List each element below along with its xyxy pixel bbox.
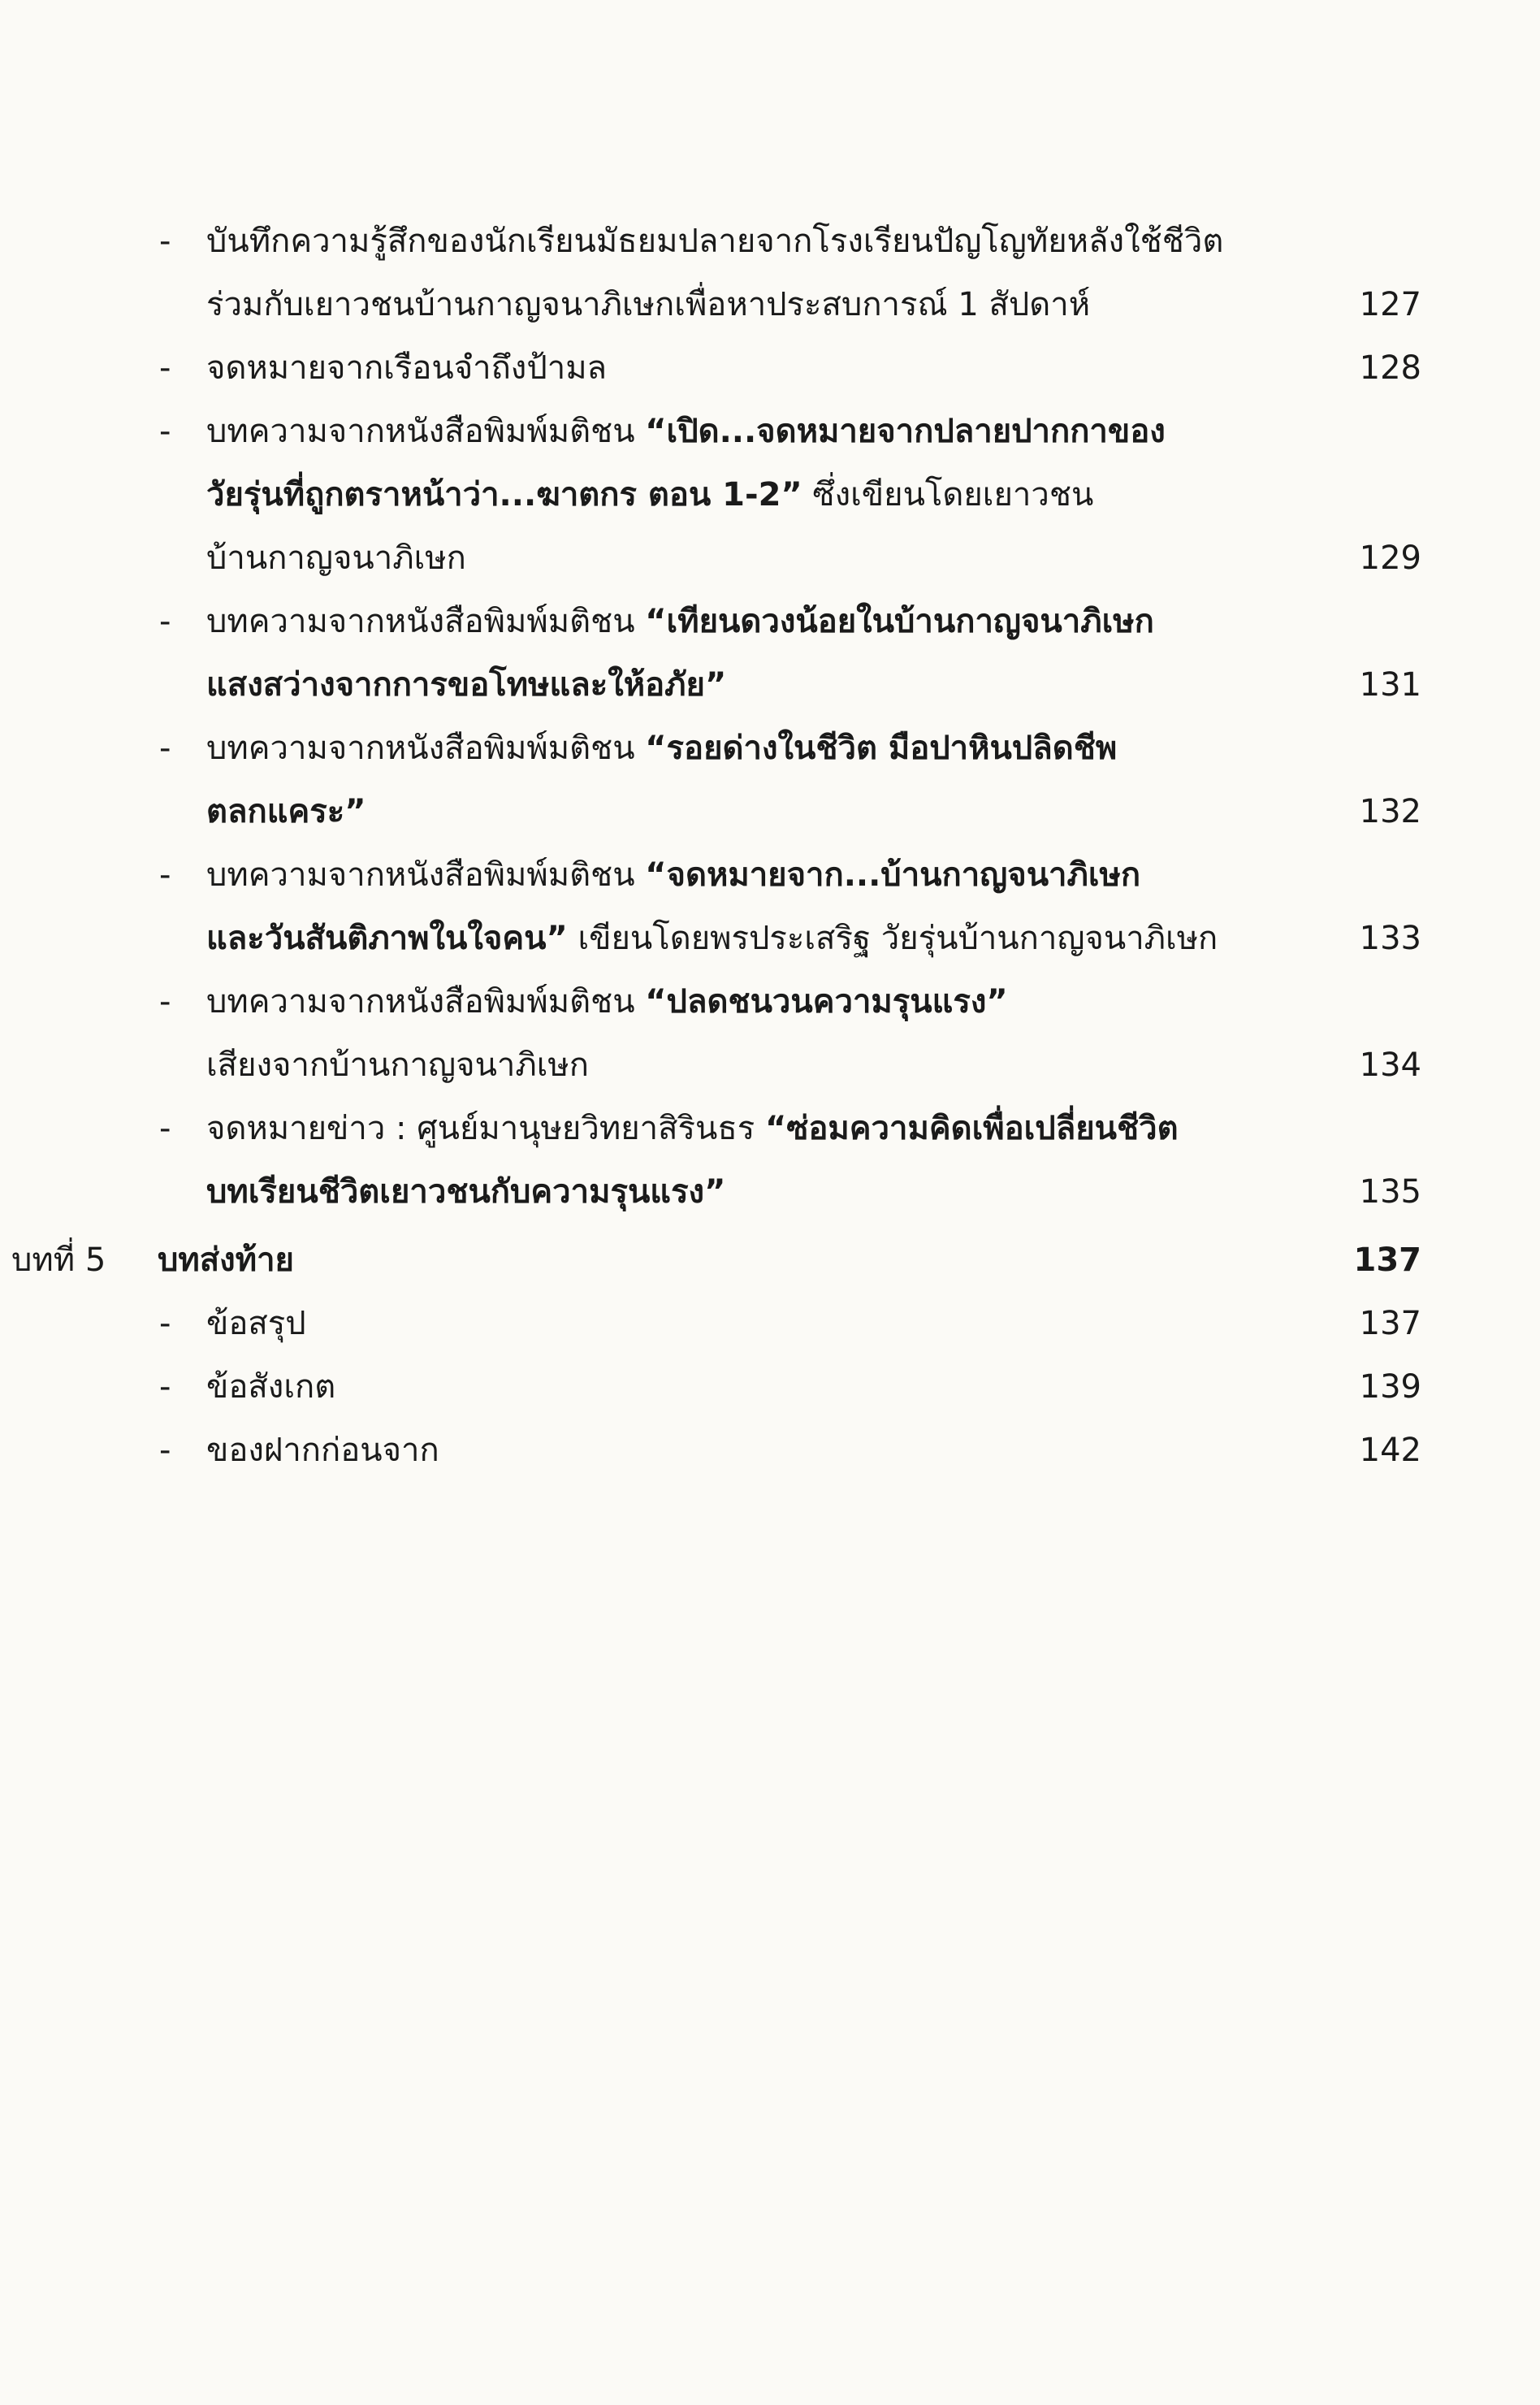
entry-bullet: - <box>159 856 171 894</box>
entry-title <box>206 1097 1179 1160</box>
entry-bullet: - <box>159 730 171 767</box>
entry-title: ของฝากก่อนจาก <box>206 1432 439 1469</box>
entry-title <box>206 970 1008 1034</box>
chapter-title: บทส่งท้าย <box>158 1242 294 1279</box>
entry-page-number: 142 <box>1359 1432 1421 1469</box>
entry-title-text: บทความจากหนังสือพิมพ์มติชน <box>206 856 646 894</box>
entry-line <box>0 273 1540 336</box>
entry-title-text: จดหมายจากเรือนจำถึงป้ามล <box>206 349 608 387</box>
entry-title: ข้อสังเกต <box>206 1368 336 1406</box>
entry-title <box>206 210 1223 273</box>
entry-title <box>206 590 1154 653</box>
entry-title <box>206 273 1090 336</box>
entry-page-number: 131 <box>1359 666 1421 704</box>
entry-line <box>0 526 1540 590</box>
entry-line <box>0 1097 1540 1160</box>
entry-page-number: 127 <box>1359 286 1421 323</box>
entry-line <box>0 590 1540 653</box>
entry-title-text: เสียงจากบ้านกาญจนาภิเษก <box>206 1046 589 1084</box>
entry-title-text: บทความจากหนังสือพิมพ์มติชน <box>206 413 646 450</box>
entry-page-number: 139 <box>1359 1368 1421 1406</box>
entry-title-text: เขียนโดยพรประเสริฐ วัยรุ่นบ้านกาญจนาภิเษก <box>567 920 1218 957</box>
entry-bullet: - <box>159 413 171 450</box>
entry-bullet: - <box>159 1305 171 1342</box>
entry-bullet: - <box>159 1432 171 1469</box>
entry-line <box>0 210 1540 273</box>
entry-title-text: บทความจากหนังสือพิมพ์มติชน <box>206 603 646 640</box>
entry-line <box>0 653 1540 717</box>
toc-entry[interactable] <box>0 1355 1540 1419</box>
entry-title <box>206 907 1218 970</box>
entry-bullet: - <box>159 603 171 640</box>
entry-line <box>0 907 1540 970</box>
entry-page-number: 137 <box>1359 1305 1421 1342</box>
entry-line <box>0 400 1540 463</box>
entry-title-bold: ตลกแคระ” <box>206 793 366 830</box>
entry-title-text: ร่วมกับเยาวชนบ้านกาญจนาภิเษกเพื่อหาประสบการณ์ 1 สัปดาห์ <box>206 286 1091 323</box>
toc-entry[interactable] <box>0 1292 1540 1355</box>
entry-title-bold: “เปิด...จดหมายจากปลายปากกาของ <box>645 413 1166 450</box>
entry-title-bold: “รอยด่างในชีวิต มือปาหินปลิดชีพ <box>645 730 1118 767</box>
entry-title-bold: และวันสันติภาพในใจคน” <box>206 920 568 957</box>
entry-bullet: - <box>159 1110 171 1147</box>
entry-bullet: - <box>159 983 171 1020</box>
entry-line <box>0 463 1540 526</box>
entry-page-number: 128 <box>1359 349 1421 387</box>
entry-title-text: จดหมายข่าว : ศูนย์มานุษยวิทยาสิรินธร <box>206 1110 765 1147</box>
entry-page-number: 135 <box>1359 1173 1421 1211</box>
chapter-page-number: 137 <box>1353 1242 1421 1279</box>
entry-title-text: บันทึกความรู้สึกของนักเรียนมัธยมปลายจากโรงเรียนปัญโญทัยหลังใช้ชีวิต <box>206 223 1224 260</box>
entry-title-bold: “ปลดชนวนความรุนแรง” <box>645 983 1008 1020</box>
entry-line <box>0 970 1540 1034</box>
entry-title <box>206 400 1166 463</box>
entry-title <box>206 780 366 843</box>
entry-page-number: 134 <box>1359 1046 1421 1084</box>
entry-title <box>206 1160 725 1224</box>
chapter-row[interactable] <box>0 1228 1540 1292</box>
entry-title-bold: แสงสว่างจากการขอโทษและให้อภัย” <box>206 666 727 704</box>
entry-title-bold: บทเรียนชีวิตเยาวชนกับความรุนแรง” <box>206 1173 726 1211</box>
entry-bullet: - <box>159 223 171 260</box>
entry-title-text: บทความจากหนังสือพิมพ์มติชน <box>206 730 646 767</box>
entry-title <box>206 717 1117 780</box>
entry-title <box>206 526 466 590</box>
entry-line <box>0 336 1540 400</box>
entry-title-bold: “ซ่อมความคิดเพื่อเปลี่ยนชีวิต <box>764 1110 1179 1147</box>
entry-title <box>206 843 1140 907</box>
entry-title-bold: “เทียนดวงน้อยในบ้านกาญจนาภิเษก <box>645 603 1154 640</box>
entry-title <box>206 653 726 717</box>
entry-title <box>206 463 1093 526</box>
toc-entry[interactable] <box>0 1419 1540 1482</box>
entry-line <box>0 1034 1540 1097</box>
entry-line <box>0 717 1540 780</box>
entry-line <box>0 1160 1540 1224</box>
entry-line <box>0 843 1540 907</box>
entry-title-bold: วัยรุ่นที่ถูกตราหน้าว่า...ฆาตกร ตอน 1-2” <box>206 476 802 514</box>
entry-title-bold: “จดหมายจาก...บ้านกาญจนาภิเษก <box>645 856 1141 894</box>
entry-title-text: ซึ่งเขียนโดยเยาวชน <box>802 476 1094 514</box>
entry-title <box>206 336 607 400</box>
entry-page-number: 129 <box>1359 540 1421 577</box>
entry-page-number: 133 <box>1359 920 1421 957</box>
entry-title-text: บทความจากหนังสือพิมพ์มติชน <box>206 983 646 1020</box>
entry-title: ข้อสรุป <box>206 1305 306 1342</box>
entry-bullet: - <box>159 349 171 387</box>
entry-bullet: - <box>159 1368 171 1406</box>
entry-title <box>206 1034 589 1097</box>
entry-page-number: 132 <box>1359 793 1421 830</box>
entry-title-text: บ้านกาญจนาภิเษก <box>206 540 466 577</box>
entry-line <box>0 780 1540 843</box>
chapter-label: บทที่ 5 <box>11 1242 106 1279</box>
